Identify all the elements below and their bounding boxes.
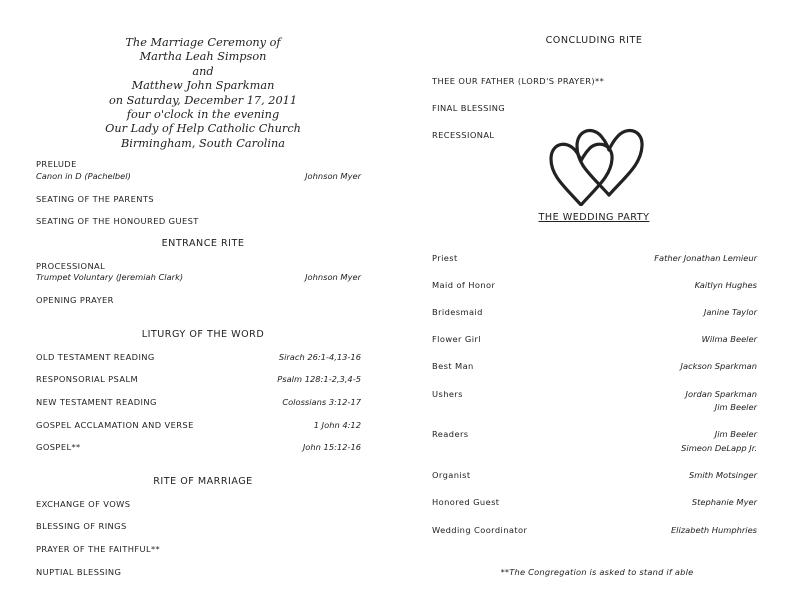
party-name: Jim Beeler [714, 429, 757, 439]
liturgy-item-label: NEW TESTAMENT READING [36, 397, 157, 407]
title-line: Martha Leah Simpson [139, 50, 267, 64]
party-name: Kaitlyn Hughes [694, 280, 757, 290]
seating-guest: SEATING OF THE HONOURED GUEST [36, 216, 199, 226]
liturgy-item-label: GOSPEL ACCLAMATION AND VERSE [36, 420, 194, 430]
marriage-item: BLESSING OF RINGS [36, 521, 127, 531]
prelude-piece: Canon in D (Pachelbel) [36, 171, 131, 181]
ceremony-title [88, 36, 318, 151]
title-line: Our Lady of Help Catholic Church [105, 122, 301, 136]
processional-piece: Trumpet Voluntary (Jeremiah Clark) [36, 272, 184, 282]
wedding-party-heading: THE WEDDING PARTY [538, 212, 650, 223]
entrance-rite-heading: ENTRANCE RITE [161, 238, 245, 249]
processional-label: PROCESSIONAL [36, 261, 106, 271]
marriage-item: EXCHANGE OF VOWS [36, 499, 131, 509]
concluding-item: FINAL BLESSING [432, 103, 506, 113]
liturgy-item-ref: Colossians 3:12-17 [282, 397, 361, 407]
liturgy-item-ref: 1 John 4:12 [313, 420, 361, 430]
concluding-rite-heading: CONCLUDING RITE [545, 35, 643, 46]
liturgy-heading: LITURGY OF THE WORD [141, 329, 265, 340]
party-role: Bridesmaid [432, 307, 483, 317]
party-name: Jackson Sparkman [680, 361, 757, 371]
party-role: Wedding Coordinator [432, 525, 528, 535]
party-name: Jim Beeler [714, 402, 757, 412]
rite-of-marriage-heading: RITE OF MARRIAGE [153, 476, 253, 487]
seating-parents: SEATING OF THE PARENTS [36, 194, 154, 204]
party-name: Simeon DeLapp Jr. [681, 443, 757, 453]
liturgy-item-ref: John 15:12-16 [302, 442, 361, 452]
party-name: Jordan Sparkman [685, 389, 757, 399]
party-role: Maid of Honor [432, 280, 496, 290]
marriage-item: NUPTIAL BLESSING [36, 567, 122, 577]
title-line: on Saturday, December 17, 2011 [108, 93, 298, 107]
party-role: Honored Guest [432, 497, 500, 507]
prelude-label: PRELUDE [36, 159, 77, 169]
liturgy-item-ref: Sirach 26:1-4,13-16 [278, 352, 361, 362]
liturgy-item-label: RESPONSORIAL PSALM [36, 374, 139, 384]
party-role: Priest [432, 253, 458, 263]
concluding-item: RECESSIONAL [432, 130, 495, 140]
title-line: Matthew John Sparkman [131, 79, 275, 93]
prelude-performer: Johnson Myer [305, 171, 361, 181]
concluding-item: THEE OUR FATHER (LORD'S PRAYER)** [432, 76, 605, 86]
double-hearts-icon [545, 113, 645, 206]
party-name: Smith Motsinger [689, 470, 757, 480]
party-name: Stephanie Myer [691, 497, 757, 507]
title-line: and [192, 64, 214, 78]
marriage-item: PRAYER OF THE FAITHFUL** [36, 544, 161, 554]
party-role: Ushers [432, 389, 463, 399]
liturgy-item-label: GOSPEL** [36, 442, 81, 452]
party-role: Organist [432, 470, 471, 480]
party-role: Best Man [432, 361, 474, 371]
opening-prayer: OPENING PRAYER [36, 295, 114, 305]
party-name: Father Jonathan Lemieur [654, 253, 757, 263]
liturgy-item-ref: Psalm 128:1-2,3,4-5 [277, 374, 361, 384]
title-line: four o'clock in the evening [126, 108, 280, 122]
party-name: Elizabeth Humphries [670, 525, 757, 535]
party-role: Flower Girl [432, 334, 481, 344]
party-name: Janine Taylor [703, 307, 757, 317]
title-line: Birmingham, South Carolina [120, 136, 286, 150]
liturgy-item-label: OLD TESTAMENT READING [36, 352, 155, 362]
title-line: The Marriage Ceremony of [125, 36, 281, 49]
party-name: Wilma Beeler [701, 334, 757, 344]
party-role: Readers [432, 429, 469, 439]
processional-performer: Johnson Myer [305, 272, 361, 282]
congregation-footnote: **The Congregation is asked to stand if able [500, 567, 694, 577]
